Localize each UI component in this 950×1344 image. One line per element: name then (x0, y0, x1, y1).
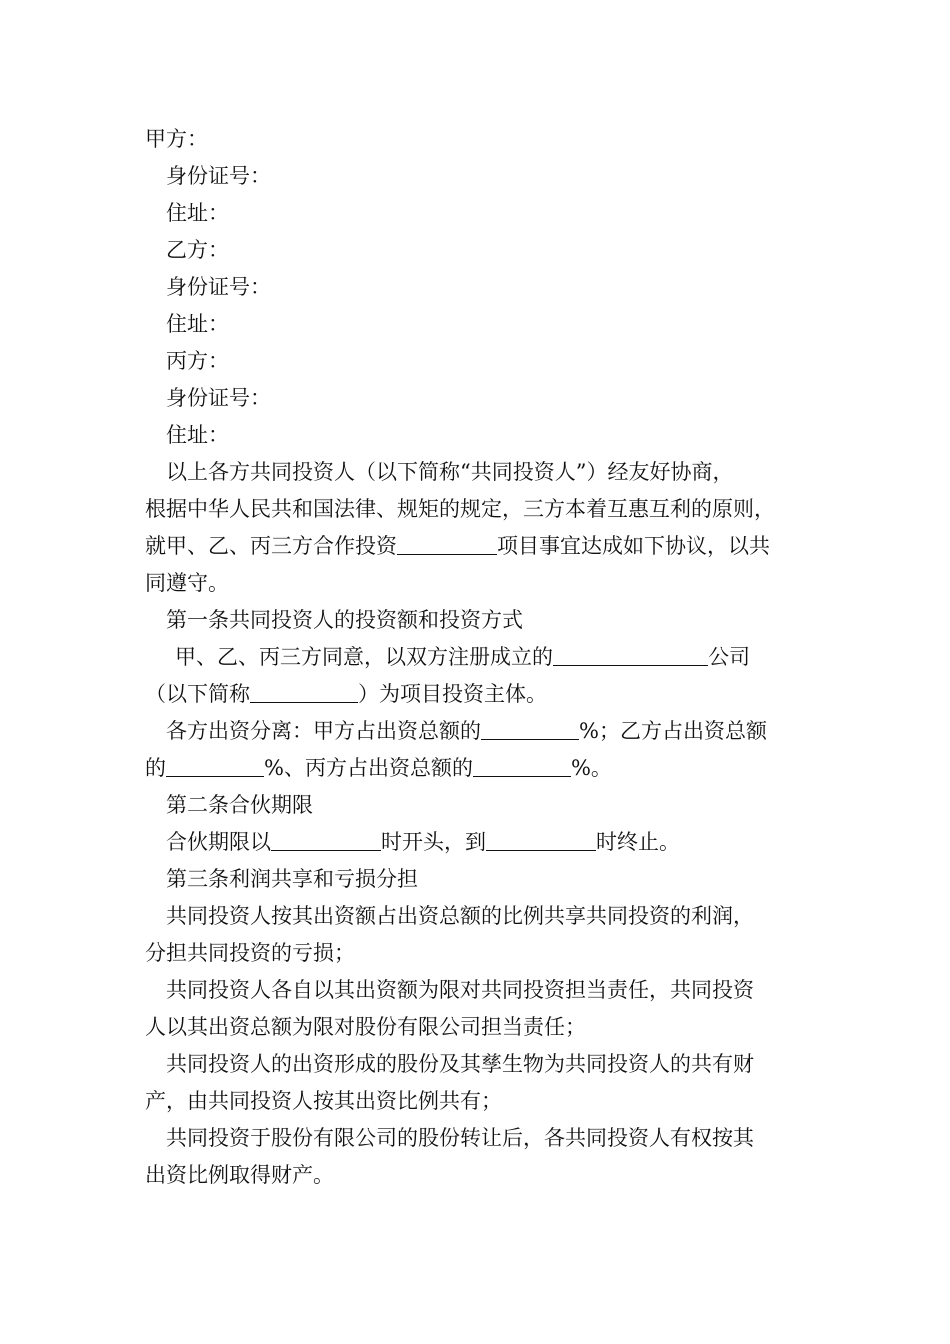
term-start-blank (271, 826, 381, 851)
article-1-line-4-mid: %、丙方占出资总额的 (264, 756, 473, 780)
party-b-address-label: 住址： (166, 312, 229, 336)
article-1-paragraph-1 (145, 639, 825, 713)
article-3-p2-line-2: 人以其出资总额为限对股份有限公司担当责任； (145, 1015, 586, 1039)
article-3-paragraph-1 (145, 898, 825, 972)
article-2-title: 第二条合伙期限 (166, 793, 313, 817)
article-3-p3-line-2: 产，由共同投资人按其出资比例共有； (145, 1089, 502, 1113)
party-c-address-label: 住址： (166, 423, 229, 447)
intro-paragraph (145, 454, 825, 602)
article-3-paragraph-3 (145, 1046, 825, 1120)
party-b-id-label: 身份证号： (166, 275, 271, 299)
term-end-blank (486, 826, 596, 851)
article-1-line-4 (145, 750, 825, 787)
article-1-line-3-end: %；乙方占出资总额 (579, 719, 767, 743)
article-2-term-line (145, 824, 825, 861)
intro-line-3 (145, 528, 825, 565)
intro-line-1: 以上各方共同投资人（以下简称“共同投资人”）经友好协商， (166, 460, 734, 484)
party-a-id-label: 身份证号： (166, 164, 271, 188)
article-3-p1-line-2: 分担共同投资的亏损； (145, 941, 355, 965)
article-2-term-end: 时终止。 (596, 830, 680, 854)
intro-line-3-end: 项目事宜达成如下协议，以共 (497, 534, 770, 558)
party-a-share-blank (481, 715, 579, 740)
party-b-label: 乙方： (166, 238, 229, 262)
article-1-line-3 (145, 713, 825, 750)
party-c-share-blank (473, 752, 571, 777)
article-1-line-1 (145, 639, 825, 676)
company-name-blank (553, 641, 708, 666)
article-1-line-4-start: 的 (145, 756, 166, 780)
party-c-label: 丙方： (166, 349, 229, 373)
agreement-body (145, 121, 825, 1194)
article-3-p4-line-2: 出资比例取得财产。 (145, 1163, 334, 1187)
article-3-paragraph-2 (145, 972, 825, 1046)
party-c-id-label: 身份证号： (166, 386, 271, 410)
article-1-line-1-start: 甲、乙、丙三方同意，以双方注册成立的 (175, 645, 553, 669)
article-1-paragraph-2 (145, 713, 825, 787)
article-1-line-2-start: （以下简称 (145, 682, 250, 706)
project-name-blank (397, 530, 497, 555)
party-b-share-blank (166, 752, 264, 777)
article-3-paragraph-4 (145, 1120, 825, 1194)
article-3-p4-line-1: 共同投资于股份有限公司的股份转让后，各共同投资人有权按其 (166, 1126, 754, 1150)
article-3-p1-line-1: 共同投资人按其出资额占出资总额的比例共享共同投资的利润， (166, 904, 754, 928)
intro-line-3-start: 就甲、乙、丙三方合作投资 (145, 534, 397, 558)
company-short-name-blank (250, 678, 358, 703)
article-1-line-4-end: %。 (570, 756, 612, 780)
intro-line-2: 根据中华人民共和国法律、规矩的规定，三方本着互惠互利的原则， (145, 497, 775, 521)
article-2-term-start: 合伙期限以 (166, 830, 271, 854)
article-3-p2-line-1: 共同投资人各自以其出资额为限对共同投资担当责任，共同投资 (166, 978, 754, 1002)
article-2-term-mid: 时开头，到 (381, 830, 486, 854)
article-1-line-3-start: 各方出资分离：甲方占出资总额的 (166, 719, 481, 743)
intro-line-4: 同遵守。 (145, 571, 229, 595)
party-a-label: 甲方： (145, 127, 208, 151)
article-1-line-2 (145, 676, 825, 713)
article-3-title: 第三条利润共享和亏损分担 (166, 867, 418, 891)
article-3-p3-line-1: 共同投资人的出资形成的股份及其孳生物为共同投资人的共有财 (166, 1052, 754, 1076)
article-1-line-2-end: ）为项目投资主体。 (358, 682, 547, 706)
article-1-title: 第一条共同投资人的投资额和投资方式 (166, 608, 523, 632)
article-1-line-1-end: 公司 (708, 645, 750, 669)
party-a-address-label: 住址： (166, 201, 229, 225)
